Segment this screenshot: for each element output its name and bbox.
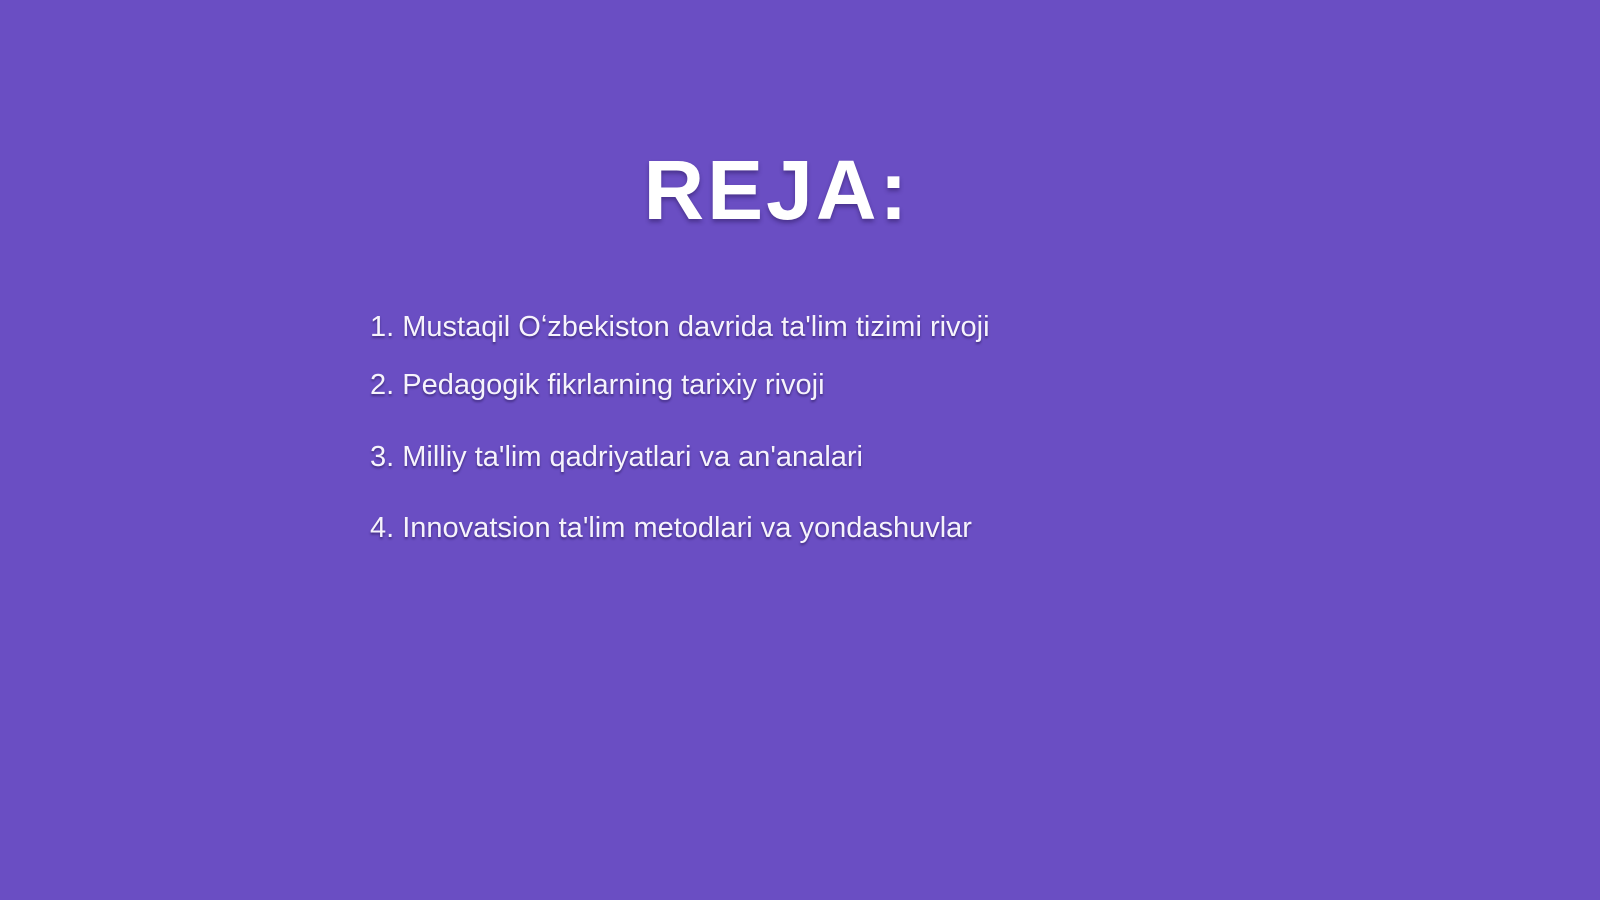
plan-item: 4. Innovatsion ta'lim metodlari va yondashuvlar	[370, 512, 972, 545]
slide-title: REJA:	[643, 143, 911, 238]
plan-item: 2. Pedagogik fikrlarning tarixiy rivoji	[370, 368, 825, 401]
plan-item: 1. Mustaqil Oʻzbekiston davrida ta'lim tizimi rivoji	[370, 311, 990, 343]
plan-item: 3. Milliy ta'lim qadriyatlari va an'analari	[370, 440, 863, 473]
plan-list	[370, 310, 990, 546]
